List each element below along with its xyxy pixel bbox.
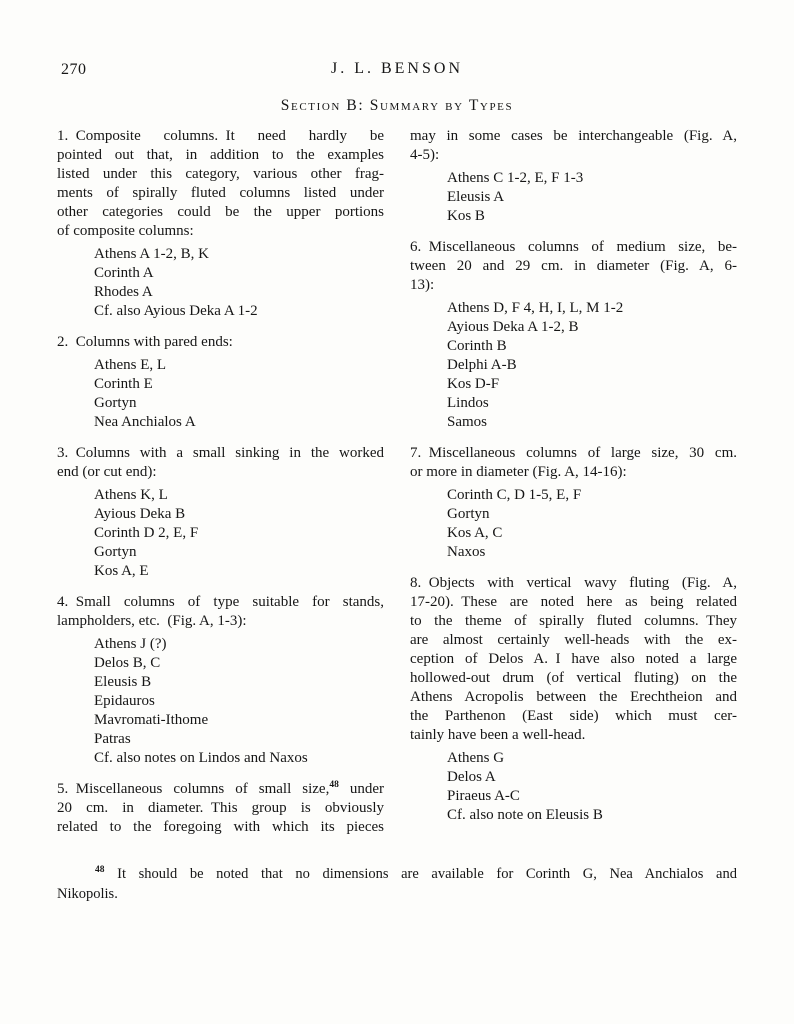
site-list (57, 245, 384, 321)
text-line: of composite columns: (57, 223, 194, 239)
site-list (57, 486, 384, 581)
item-2 (57, 333, 384, 432)
list-item: Athens E, L (94, 357, 167, 373)
list-item: Gortyn (94, 395, 137, 411)
text-line: related to the foregoing with which its pieces (57, 819, 384, 835)
text-line: or more in diameter (Fig. A, 14-16): (410, 464, 627, 480)
list-item: Patras (94, 731, 131, 747)
list-item: Kos A, C (447, 525, 503, 541)
list-item: Corinth A (94, 265, 154, 281)
section-title: Section B: Summary by Types (280, 97, 514, 114)
text-line: listed under this category, various other frag- (57, 166, 384, 182)
text-line: hollowed-out drum (of vertical fluting) on the (410, 670, 737, 686)
list-item: Cf. also Ayious Deka A 1-2 (94, 303, 258, 319)
page-number: 270 (61, 61, 87, 78)
site-list (410, 749, 737, 825)
list-item: Cf. also notes on Lindos and Naxos (94, 750, 308, 766)
list-item: Athens J (?) (94, 636, 167, 652)
item-5-continuation (410, 127, 737, 226)
text-line: tainly have been a well-head. (410, 727, 586, 743)
list-item: Rhodes A (94, 284, 153, 300)
item-7 (410, 444, 737, 562)
text-line: tween 20 and 29 cm. in diameter (Fig. A, 6- (410, 258, 737, 274)
list-item: Corinth B (447, 338, 507, 354)
list-item: Cf. also note on Eleusis B (447, 807, 603, 823)
right-column (410, 127, 737, 837)
text-line: 7. Miscellaneous columns of large size, 30 cm. (410, 445, 737, 461)
text-line: the Parthenon (East side) which must cer- (410, 708, 737, 724)
list-item: Athens D, F 4, H, I, L, M 1-2 (447, 300, 624, 316)
text-line: to the theme of spirally fluted columns. They (410, 613, 737, 629)
item-5 (57, 780, 384, 837)
text-line: lampholders, etc. (Fig. A, 1-3): (57, 613, 247, 629)
list-item: Ayious Deka B (94, 506, 186, 522)
footnote-reference: 48 (329, 780, 339, 790)
list-item: Ayious Deka A 1-2, B (447, 319, 579, 335)
list-item: Delphi A-B (447, 357, 517, 373)
list-item: Eleusis A (447, 189, 505, 205)
list-item: Delos A (447, 769, 496, 785)
footnote-line (57, 864, 737, 884)
left-column (57, 127, 384, 837)
list-item: Gortyn (94, 544, 137, 560)
footnote-text: It should be noted that no dimensions are available for Corinth G, Nea Anchialos and (104, 866, 737, 882)
list-item: Kos B (447, 208, 485, 224)
list-item: Delos B, C (94, 655, 161, 671)
text-line: 20 cm. in diameter. This group is obviously (57, 800, 384, 816)
running-head: J. L. BENSON (330, 60, 463, 77)
list-item: Piraeus A-C (447, 788, 520, 804)
list-item: Mavromati-Ithome (94, 712, 209, 728)
site-list (410, 299, 737, 432)
site-list (57, 356, 384, 432)
list-item: Naxos (447, 544, 486, 560)
text-line: 3. Columns with a small sinking in the worked (57, 445, 384, 461)
site-list (410, 486, 737, 562)
list-item: Eleusis B (94, 674, 152, 690)
text-line: may in some cases be interchangeable (Fig. A, (410, 128, 737, 144)
text-line: 2. Columns with pared ends: (57, 334, 233, 350)
text-line: 8. Objects with vertical wavy fluting (Fig. A, (410, 575, 737, 591)
footnote-line: Nikopolis. (57, 886, 118, 902)
list-item: Kos A, E (94, 563, 149, 579)
list-item: Nea Anchialos A (94, 414, 196, 430)
item-3 (57, 444, 384, 581)
footnote-marker: 48 (95, 865, 105, 876)
list-item: Athens K, L (94, 487, 168, 503)
footnote (57, 864, 737, 904)
text-columns (57, 127, 737, 837)
text-line: other categories could be the upper portions (57, 204, 384, 220)
text-line: ments of spirally fluted columns listed under (57, 185, 384, 201)
text-line: 6. Miscellaneous columns of medium size, be- (410, 239, 737, 255)
item-4 (57, 593, 384, 768)
list-item: Corinth E (94, 376, 153, 392)
list-item: Samos (447, 414, 488, 430)
text-line: 1. Composite columns. It need hardly be (57, 128, 384, 144)
site-list (410, 169, 737, 226)
list-item: Athens C 1-2, E, F 1-3 (447, 170, 584, 186)
list-item: Kos D-F (447, 376, 500, 392)
list-item: Corinth D 2, E, F (94, 525, 199, 541)
item-6 (410, 238, 737, 432)
site-list (57, 635, 384, 768)
list-item: Athens A 1-2, B, K (94, 246, 210, 262)
text-line: 4-5): (410, 147, 440, 163)
list-item: Gortyn (447, 506, 490, 522)
text-segment: under (338, 781, 384, 797)
list-item: Epidauros (94, 693, 155, 709)
text-line (57, 780, 384, 799)
text-line: 13): (410, 277, 435, 293)
text-segment: 5. Miscellaneous columns of small size, (57, 781, 330, 797)
text-line: 17-20). These are noted here as being related (410, 594, 737, 610)
text-line: pointed out that, in addition to the examples (57, 147, 384, 163)
item-1 (57, 127, 384, 321)
text-line: Athens Acropolis between the Erechtheion and (410, 689, 737, 705)
item-8 (410, 574, 737, 825)
list-item: Athens G (447, 750, 505, 766)
text-line: are almost certainly well-heads with the ex- (410, 632, 737, 648)
text-line: end (or cut end): (57, 464, 157, 480)
text-line: 4. Small columns of type suitable for stands, (57, 594, 384, 610)
text-line: ception of Delos A. I have also noted a large (410, 651, 737, 667)
list-item: Corinth C, D 1-5, E, F (447, 487, 582, 503)
list-item: Lindos (447, 395, 489, 411)
